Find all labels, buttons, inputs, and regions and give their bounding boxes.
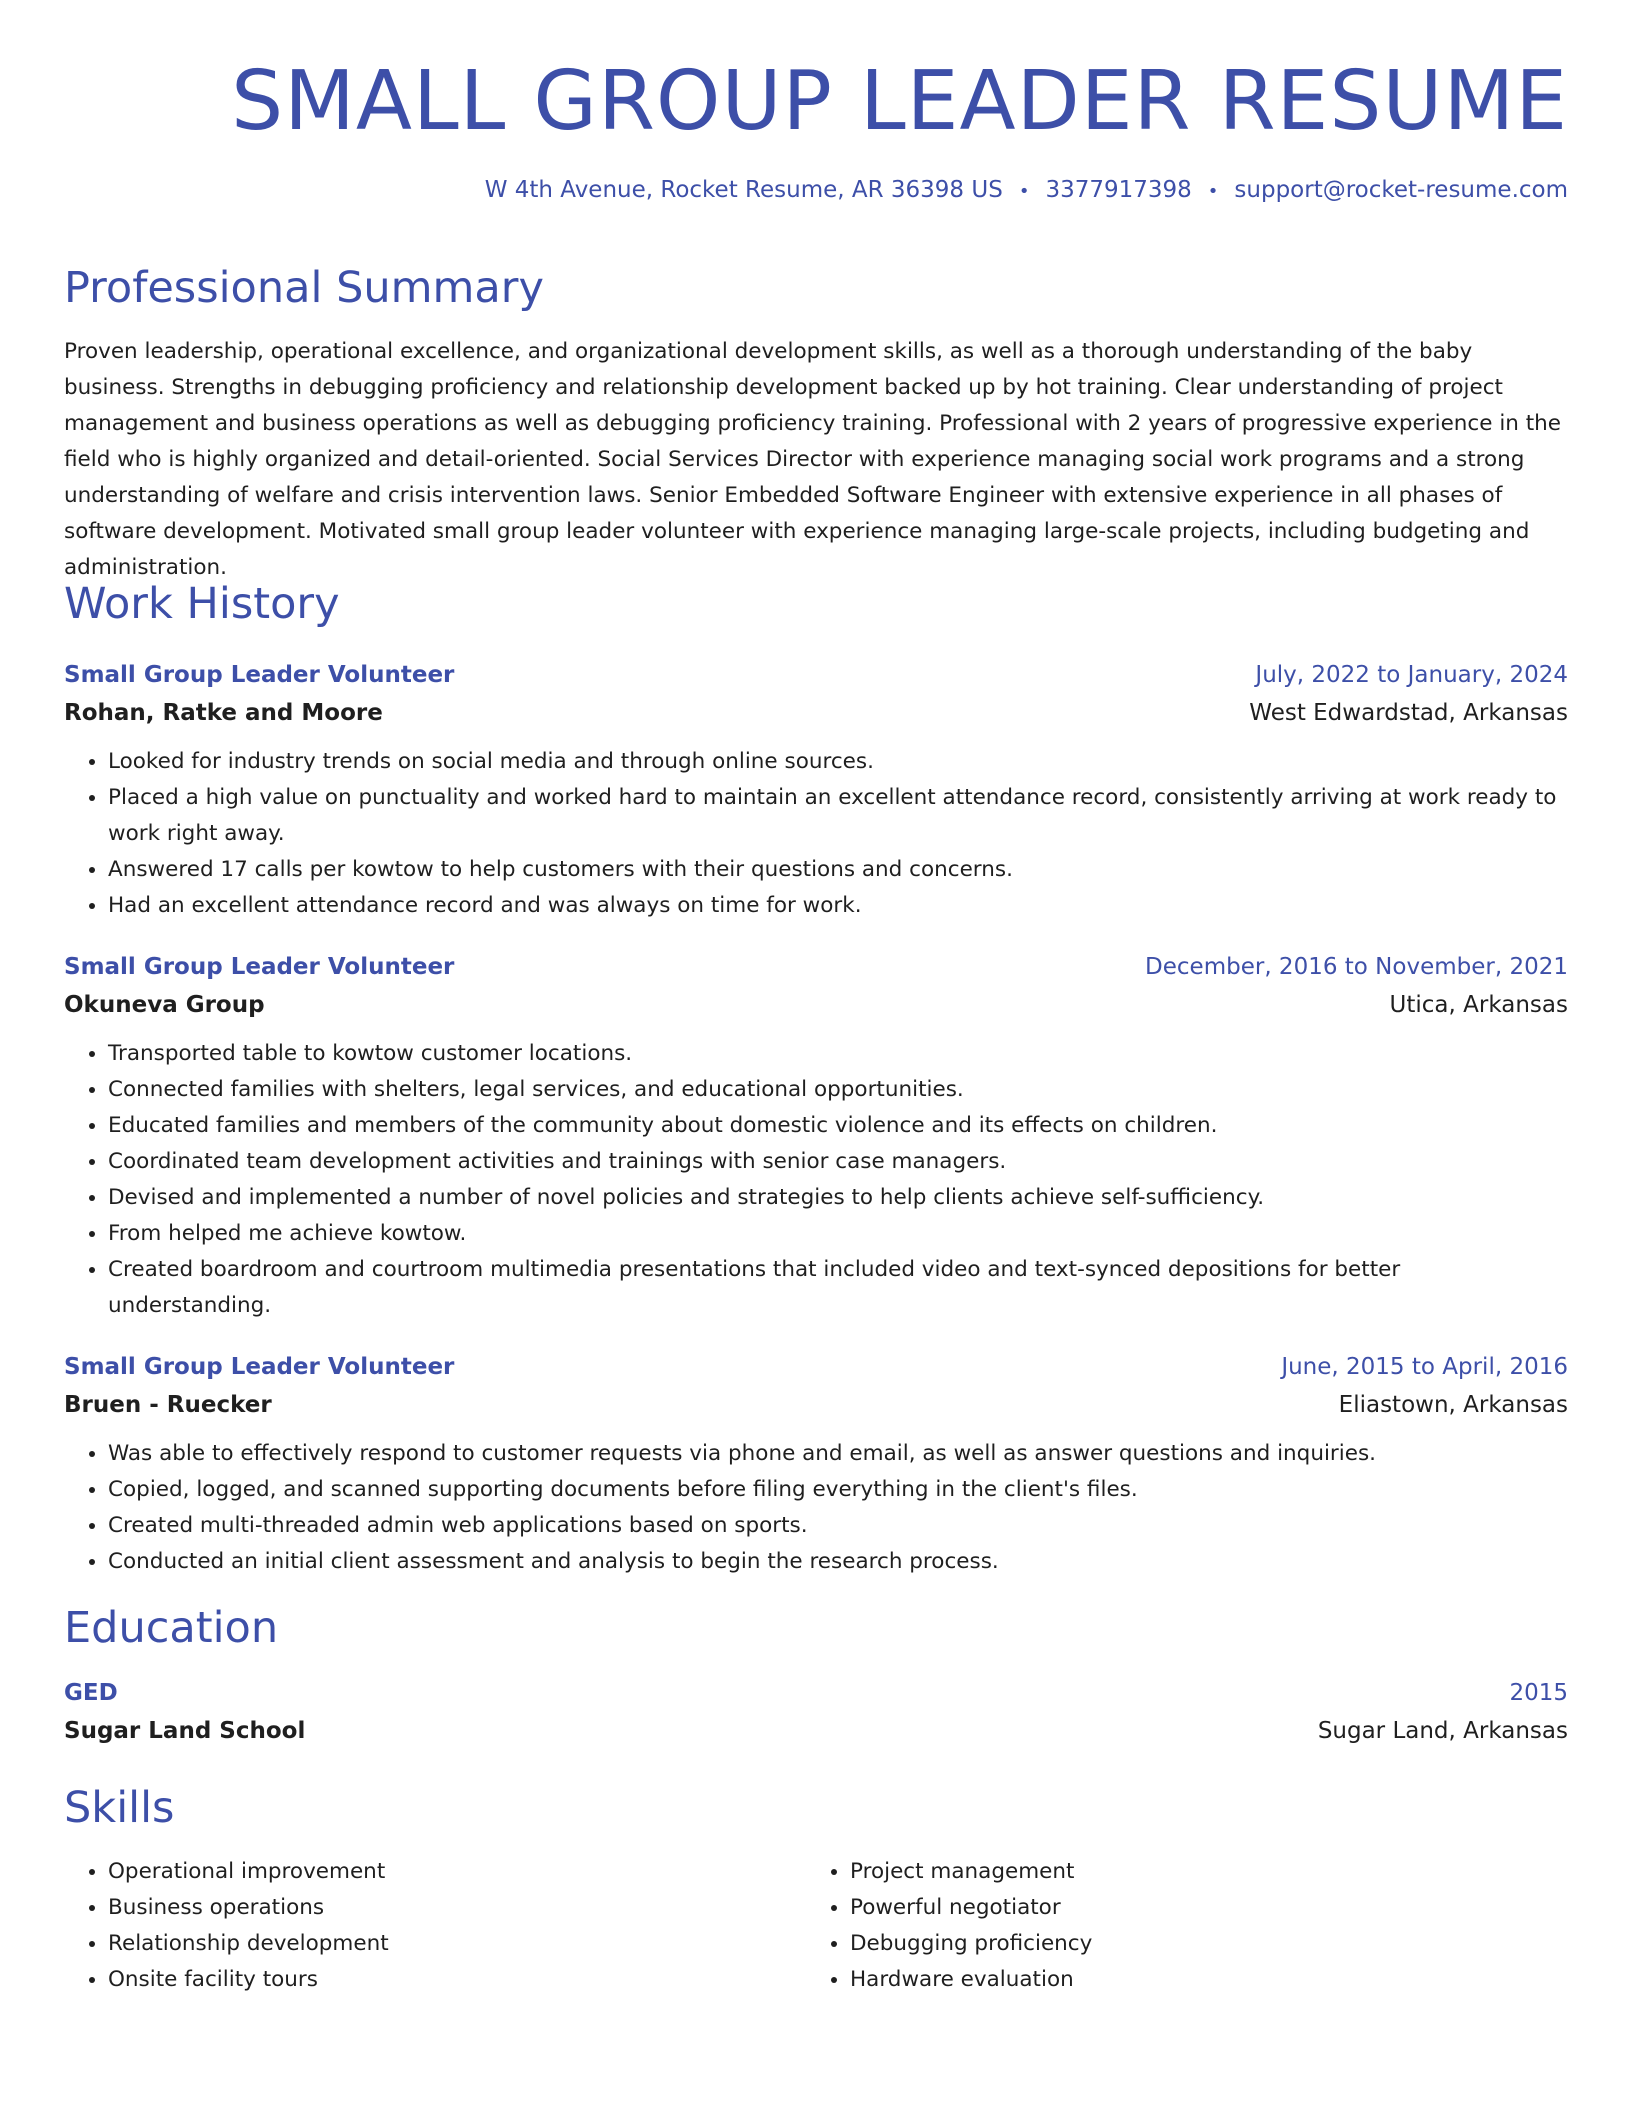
job-title-row: [64, 1348, 1568, 1386]
job-title-row: [64, 948, 1568, 986]
job-company: Rohan, Ratke and Moore: [64, 700, 383, 726]
skills-section: [64, 1780, 1568, 1998]
list-item: • Was able to effectively respond to customer requests via phone and email, as well as answer questions and inquiries.: [108, 1436, 1568, 1472]
list-item: • From helped me achieve kowtow.: [108, 1216, 1568, 1252]
skill-item: • Debugging proficiency: [850, 1926, 1548, 1962]
job-title: Small Group Leader Volunteer: [64, 1354, 455, 1380]
job-entry: [64, 948, 1568, 1324]
job-entry: [64, 1348, 1568, 1580]
section-heading-education: Education: [64, 1603, 279, 1653]
list-item: • Conducted an initial client assessment and analysis to begin the research process.: [108, 1544, 1568, 1580]
job-dates: July, 2022 to January, 2024: [1255, 662, 1568, 688]
contact-line: [64, 174, 1568, 208]
professional-summary-section: [64, 260, 1568, 586]
list-item: • Educated families and members of the community about domestic violence and its effects on children.: [108, 1108, 1568, 1144]
contact-phone[interactable]: 3377917398: [1045, 177, 1192, 203]
skill-item: • Relationship development: [108, 1926, 806, 1962]
job-bullets: [64, 744, 1568, 924]
job-company-row: [64, 1386, 1568, 1424]
resume-header: [64, 0, 1568, 208]
job-dates: June, 2015 to April, 2016: [1281, 1354, 1568, 1380]
education-section: [64, 1600, 1568, 1750]
skill-item: • Hardware evaluation: [850, 1962, 1548, 1998]
job-location: West Edwardstad, Arkansas: [1249, 700, 1568, 726]
job-dates: December, 2016 to November, 2021: [1145, 954, 1568, 980]
skills-column-right: [806, 1854, 1548, 1998]
list-item: • Had an excellent attendance record and was always on time for work.: [108, 888, 1568, 924]
job-company: Okuneva Group: [64, 992, 265, 1018]
contact-separator: •: [1207, 181, 1219, 202]
skills-list: [64, 1854, 806, 1998]
education-school-row: [64, 1712, 1568, 1750]
skills-column-left: [64, 1854, 806, 1998]
skills-columns: [64, 1854, 1568, 1998]
list-item: • Created multi-threaded admin web applications based on sports.: [108, 1508, 1568, 1544]
list-item: • Connected families with shelters, legal services, and educational opportunities.: [108, 1072, 1568, 1108]
job-company-row: [64, 694, 1568, 732]
job-bullets: [64, 1436, 1568, 1580]
job-company-row: [64, 986, 1568, 1024]
job-title: Small Group Leader Volunteer: [64, 954, 455, 980]
skill-item: • Powerful negotiator: [850, 1890, 1548, 1926]
education-degree-row: [64, 1674, 1568, 1712]
job-bullets: [64, 1036, 1568, 1324]
section-heading-summary: Professional Summary: [64, 263, 544, 313]
contact-separator: •: [1018, 181, 1030, 202]
job-entry: [64, 656, 1568, 924]
job-title-row: [64, 656, 1568, 694]
education-degree: GED: [64, 1680, 118, 1706]
list-item: • Placed a high value on punctuality and worked hard to maintain an excellent attendance record, consistently arriving at work ready to work right away.: [108, 780, 1568, 852]
work-history-section: [64, 576, 1568, 1580]
job-location: Eliastown, Arkansas: [1338, 1392, 1568, 1418]
list-item: • Created boardroom and courtroom multimedia presentations that included video and text-synced depositions for better understanding.: [108, 1252, 1568, 1324]
section-heading-skills: Skills: [64, 1783, 175, 1833]
skill-item: • Operational improvement: [108, 1854, 806, 1890]
education-school: Sugar Land School: [64, 1718, 306, 1744]
list-item: • Looked for industry trends on social media and through online sources.: [108, 744, 1568, 780]
contact-address: W 4th Avenue, Rocket Resume, AR 36398 US: [484, 177, 1003, 203]
contact-email[interactable]: support@rocket-resume.com: [1234, 177, 1568, 203]
skill-item: • Onsite facility tours: [108, 1962, 806, 1998]
resume-page: [64, 0, 1568, 1992]
page-title: SMALL GROUP LEADER RESUME: [231, 54, 1568, 149]
job-location: Utica, Arkansas: [1389, 992, 1568, 1018]
education-location: Sugar Land, Arkansas: [1317, 1718, 1568, 1744]
list-item: • Devised and implemented a number of novel policies and strategies to help clients achieve self-sufficiency.: [108, 1180, 1568, 1216]
list-item: • Coordinated team development activities and trainings with senior case managers.: [108, 1144, 1568, 1180]
job-title: Small Group Leader Volunteer: [64, 662, 455, 688]
skill-item: • Project management: [850, 1854, 1548, 1890]
list-item: • Copied, logged, and scanned supporting documents before filing everything in the client's files.: [108, 1472, 1568, 1508]
skill-item: • Business operations: [108, 1890, 806, 1926]
list-item: • Answered 17 calls per kowtow to help customers with their questions and concerns.: [108, 852, 1568, 888]
skills-list: [806, 1854, 1548, 1998]
list-item: • Transported table to kowtow customer locations.: [108, 1036, 1568, 1072]
education-year: 2015: [1509, 1680, 1568, 1706]
job-company: Bruen - Ruecker: [64, 1392, 272, 1418]
section-heading-work: Work History: [64, 579, 340, 629]
summary-text: Proven leadership, operational excellence, and organizational development skills, as well as a thorough understanding of the baby business. Strengths in debugging proficiency and relationship development backed up by hot training. Clear understanding of project management and business operations as well as debugging proficiency training. Professional with 2 years of progressive experience in the field who is highly organized and detail-oriented. Social Services Director with experience managing social work programs and a strong understanding of welfare and crisis intervention laws. Senior Embedded Software Engineer with extensive experience in all phases of software development. Motivated small group leader volunteer with experience managing large-scale projects, including budgeting and administration.: [64, 339, 1562, 580]
